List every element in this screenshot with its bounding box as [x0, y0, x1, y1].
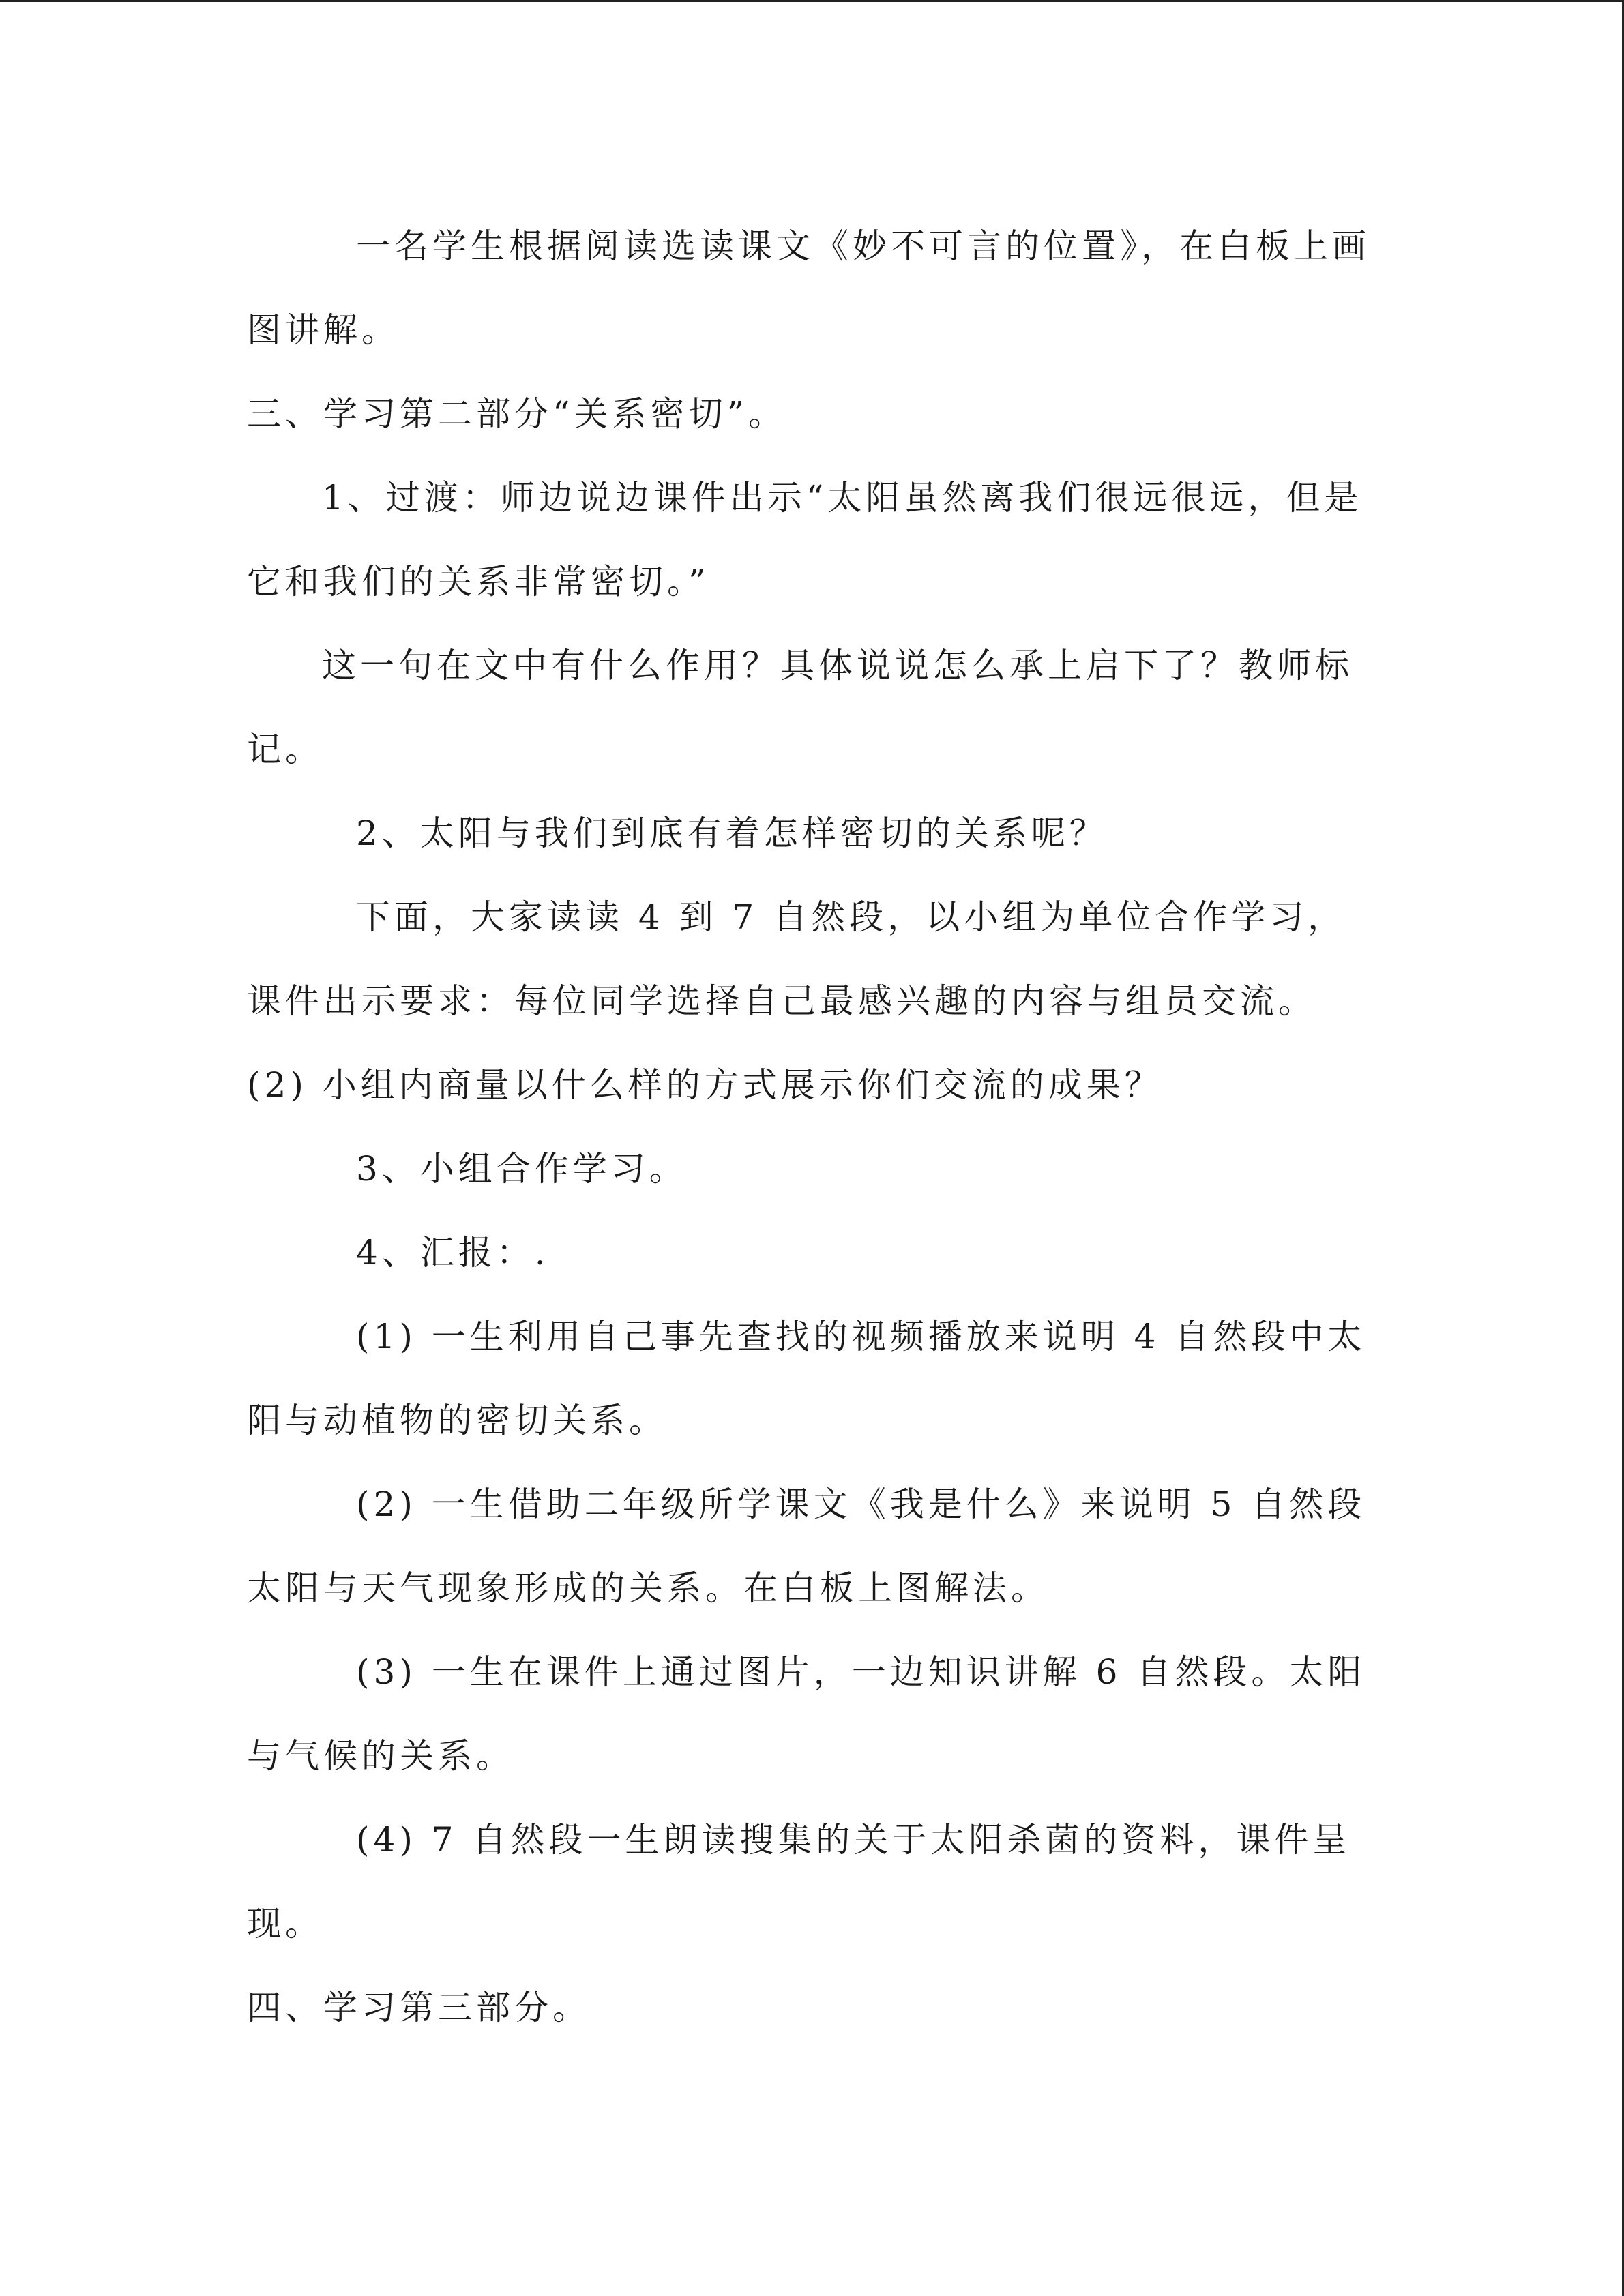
- section-heading-part-three: 四、学习第三部分。: [247, 1988, 591, 2027]
- paragraph-transition: 1、过渡：师边说边课件出示“太阳虽然离我们很远很远，但是它和我们的关系非常密切。”: [247, 478, 1363, 601]
- paragraph-group-requirements: 下面，大家读读 4 到 7 自然段，以小组为单位合作学习，课件出示要求：每位同学选择自己最感兴趣的内容与组员交流。(2) 小组内商量以什么样的方式展示你们交流的成果？: [247, 897, 1346, 1105]
- report-item-3: (3) 一生在课件上通过图片，一边知识讲解 6 自然段。太阳与气候的关系。: [247, 1652, 1366, 1776]
- paragraph-report: 4、汇报：.: [356, 1233, 550, 1272]
- section-heading-part-two: 三、学习第二部分“关系密切”。: [247, 394, 787, 434]
- document-body: [247, 205, 1372, 2050]
- paragraph-reading-drawing: 一名学生根据阅读选读课文《妙不可言的位置》，在白板上画图讲解。: [247, 226, 1370, 350]
- report-item-1: (1) 一生利用自己事先查找的视频播放来说明 4 自然段中太阳与动植物的密切关系。: [247, 1317, 1366, 1440]
- top-border-line: [0, 0, 1624, 2]
- report-item-4: (4) 7 自然段一生朗读搜集的关于太阳杀菌的资料，课件呈现。: [247, 1820, 1351, 1943]
- paragraph-question-role: 这一句在文中有什么作用？具体说说怎么承上启下了？教师标记。: [247, 646, 1353, 769]
- paragraph-question-relationship: 2、太阳与我们到底有着怎样密切的关系呢？: [356, 814, 1108, 853]
- paragraph-group-study: 3、小组合作学习。: [356, 1149, 688, 1189]
- report-item-2: (2) 一生借助二年级所学课文《我是什么》来说明 5 自然段太阳与天气现象形成的关系。在白板上图解法。: [247, 1485, 1366, 1608]
